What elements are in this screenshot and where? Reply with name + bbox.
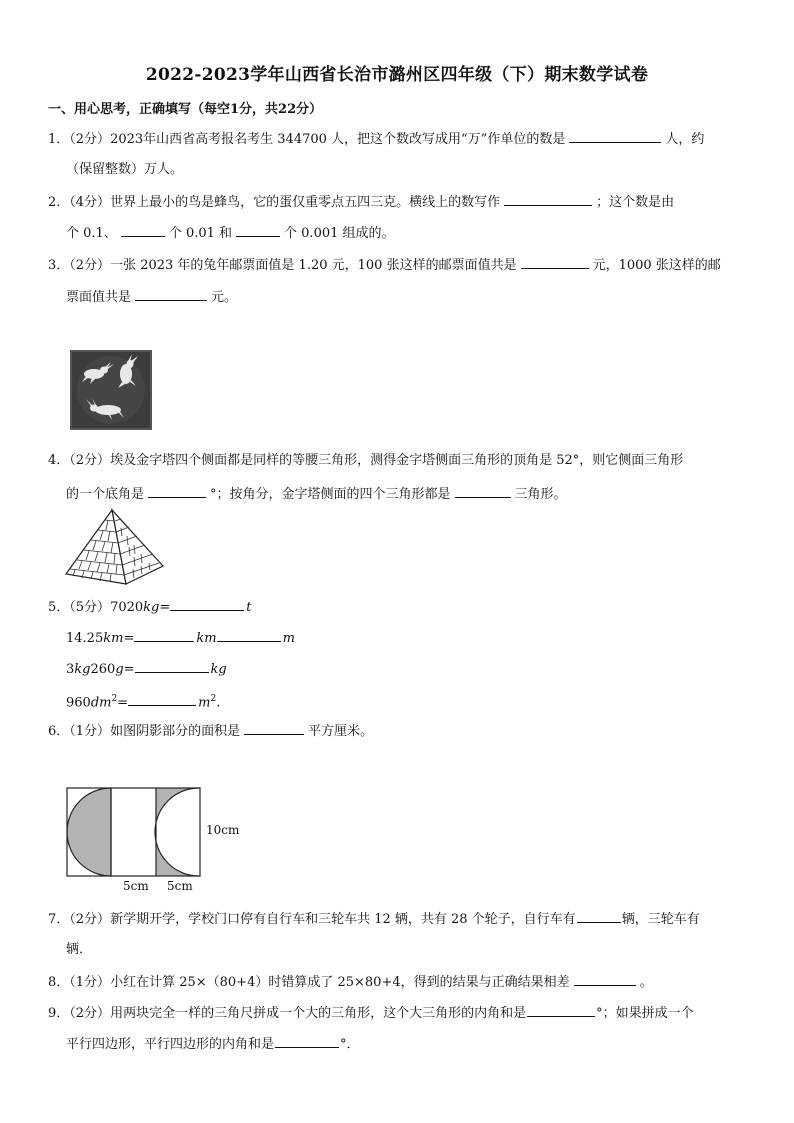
q1-score: （2分） [69,132,111,147]
q1-number: 1． [48,132,70,147]
q3-blank-2[interactable] [135,287,207,301]
q2-line2-b: 个 0.01 和 [168,226,233,241]
q5-number: 5． [48,600,70,615]
q7-number: 7． [48,912,70,927]
q4-blank-1[interactable] [148,484,206,498]
question-5-line-1 [48,597,252,617]
pyramid-figure [64,508,166,590]
q9-text: 用两块完全一样的三角尺拼成一个大的三角形，这个大三角形的内角和是 [110,1006,527,1021]
rabbit-stamp-image [70,350,152,434]
q3-text-b: 元，1000 张这样的邮 [592,258,721,273]
q2-number: 2． [48,195,70,210]
q2-text-b: ；这个数是由 [596,195,675,210]
question-3-cont [66,287,237,307]
q6-label-width-1: 5cm [123,879,149,893]
q4-text: 埃及金字塔四个侧面都是同样的等腰三角形，测得金字塔侧面三角形的顶角是 52°，则它侧面三角形 [110,453,684,468]
question-7-cont [66,941,92,959]
q5-blank-3[interactable] [217,628,281,642]
q8-blank-1[interactable] [574,972,636,986]
q6-text: 如图阴影部分的面积是 [110,724,241,739]
question-5-line-3 [66,659,227,679]
q7-line2: 辆． [66,942,93,957]
question-4 [48,452,683,470]
q7-text-b: 辆，三轮车有 [621,912,700,927]
q2-blank-3[interactable] [236,223,280,237]
q2-blank-2[interactable] [121,223,165,237]
question-1-cont [66,161,183,179]
q3-blank-1[interactable] [521,255,589,269]
q4-line2-b: °；按角分，金字塔侧面的四个三角形都是 [210,487,451,502]
q8-text-b: 。 [639,975,653,990]
q5-blank-2[interactable] [134,628,194,642]
q6-text-b: 平方厘米。 [308,724,374,739]
q5-l4-unit-m: m [198,695,211,711]
q1-text-b: 人，约 [665,132,705,147]
q4-number: 4． [48,453,70,468]
q9-line2-a: 平行四边形，平行四边形的内角和是 [66,1037,275,1052]
q4-line2-c: 三角形。 [514,487,567,502]
section-title: 一、用心思考，正确填写（每空1分，共22分） [48,102,323,117]
q1-blank-1[interactable] [569,129,661,143]
q5-blank-5[interactable] [128,692,196,706]
q5-l4-sup: 2 [111,694,118,704]
page-title: 2022-2023学年山西省长治市潞州区四年级（下）期末数学试卷 [145,65,649,85]
q5-l2-eq: = [123,631,135,646]
q5-l4-eq: = [117,695,129,711]
question-3 [48,255,721,275]
q5-l2-value: 14.25 [66,631,104,646]
q5-score: （5分） [69,600,111,615]
question-2 [48,192,674,212]
q5-l2-unit-m: m [282,631,295,646]
q5-l3-unit-kg-2: kg [210,662,227,677]
q5-l3-eq: = [123,662,135,677]
q2-score: （4分） [69,195,111,210]
q5-l3-value-b: 260 [90,662,116,677]
q1-line2: （保留整数）万人。 [66,162,184,177]
shaded-area-figure [64,784,250,900]
q5-l3-value: 3 [66,662,75,677]
question-9-cont [66,1034,360,1054]
q4-score: （2分） [69,453,111,468]
q5-l4-value: 960 [66,695,91,711]
q5-l4-sup-2: 2 [210,694,217,704]
q5-l4-unit-dm: dm [90,695,112,711]
q9-blank-2[interactable] [275,1034,339,1048]
q8-number: 8． [48,975,70,990]
q4-blank-2[interactable] [455,484,511,498]
question-5-line-2 [66,628,295,648]
q6-label-height: 10cm [206,823,240,837]
question-7 [48,909,700,929]
q9-blank-1[interactable] [527,1003,595,1017]
q3-line2-b: 元。 [211,290,238,305]
q2-text: 世界上最小的鸟是蜂鸟，它的蛋仅重零点五四三克。横线上的数写作 [110,195,501,210]
q2-line2-a: 个 0.1、 [66,226,117,241]
question-5-line-4 [66,690,220,712]
question-1 [48,129,704,149]
q5-l4-end: . [216,695,221,711]
q3-number: 3． [48,258,70,273]
q7-score: （2分） [69,912,111,927]
q2-blank-1[interactable] [504,192,592,206]
q4-line2-a: 的一个底角是 [66,487,145,502]
q3-line2-a: 票面值共是 [66,290,132,305]
q5-l1-eq: = [159,600,171,615]
q2-line2-c: 个 0.001 组成的。 [284,226,395,241]
q5-blank-1[interactable] [170,597,244,611]
q6-label-width-2: 5cm [167,879,193,893]
q5-blank-4[interactable] [135,659,209,673]
q8-text: 小红在计算 25×（80+4）时错算成了 25×80+4，得到的结果与正确结果相差 [110,975,570,990]
q3-score: （2分） [69,258,111,273]
q7-blank-1[interactable] [577,909,621,923]
q9-number: 9． [48,1006,70,1021]
question-2-cont [66,223,395,243]
q6-score: （1分） [69,724,111,739]
q5-l3-unit-g: g [115,662,124,677]
q1-text: 2023年山西省高考报名考生 344700 人，把这个数改写成用“万”作单位的数是 [110,132,566,147]
question-6 [48,721,373,741]
q5-l1-unit-kg: kg [143,600,160,615]
q8-score: （1分） [69,975,111,990]
question-8 [48,972,653,992]
q5-l1-value: 7020 [110,600,144,615]
q5-l2-unit-km-2: km [196,631,217,646]
question-4-cont [66,484,567,504]
q7-text: 新学期开学，学校门口停有自行车和三轮车共 12 辆，共有 28 个轮子，自行车有 [110,912,576,927]
q9-text-b: °；如果拼成一个 [596,1006,694,1021]
q9-line2-b: °． [340,1037,360,1052]
q5-l1-unit-t: t [246,600,252,615]
q5-l3-unit-kg: kg [74,662,91,677]
q6-blank-1[interactable] [244,721,304,735]
q5-l2-unit-km: km [103,631,124,646]
q9-score: （2分） [69,1006,111,1021]
q6-number: 6． [48,724,70,739]
q3-text: 一张 2023 年的兔年邮票面值是 1.20 元，100 张这样的邮票面值共是 [110,258,517,273]
question-9 [48,1003,694,1023]
